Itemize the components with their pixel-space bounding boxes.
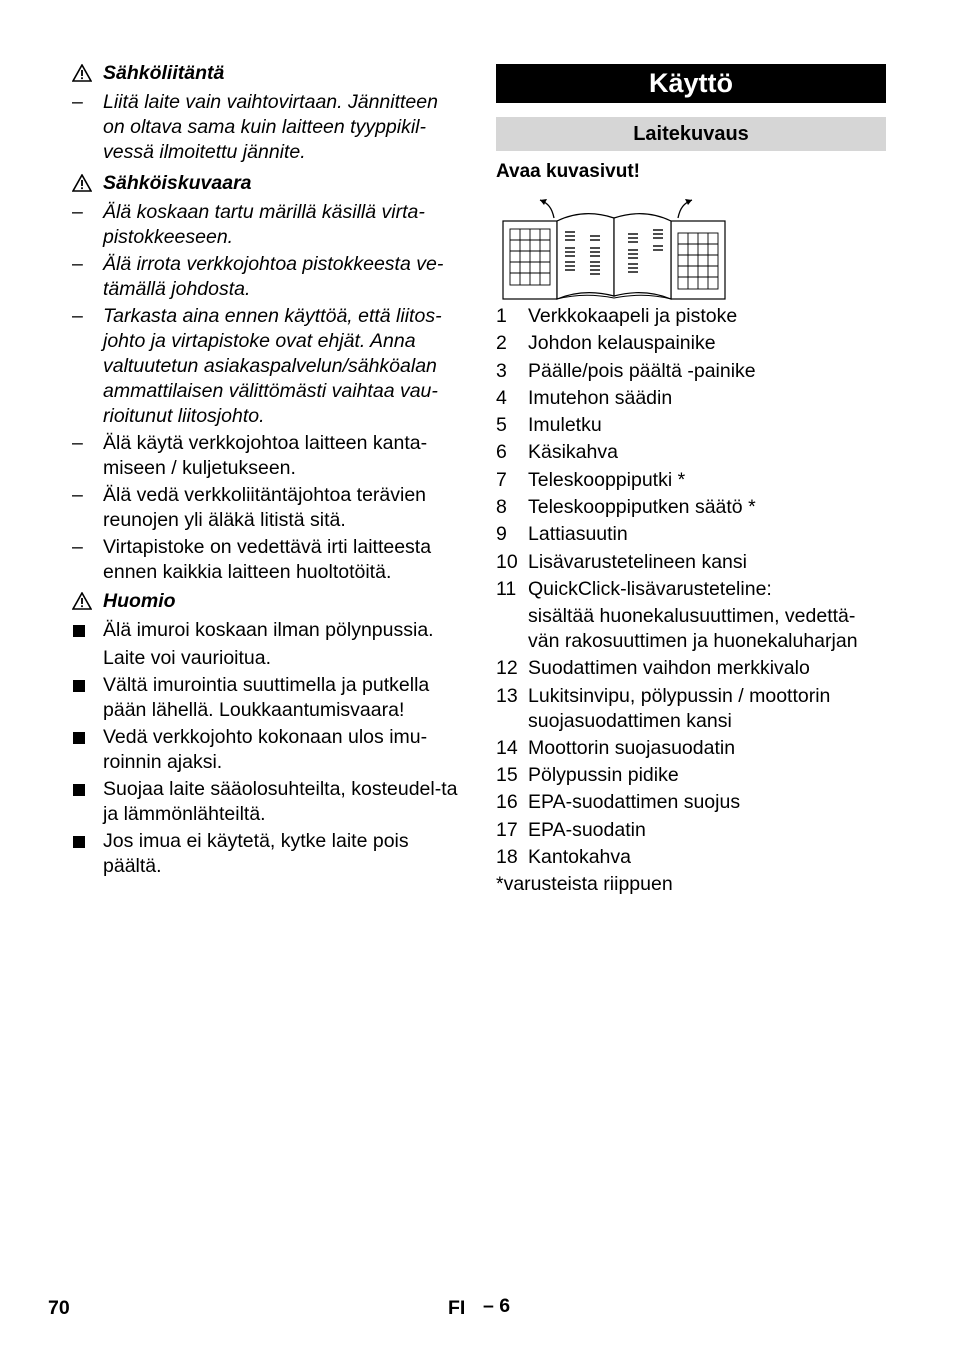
- section-title: Käyttö: [496, 64, 886, 103]
- part-item: [496, 359, 886, 384]
- list-item: [72, 829, 464, 879]
- part-item: [496, 331, 886, 356]
- part-number: 18: [496, 846, 518, 869]
- part-number: 15: [496, 764, 518, 787]
- part-label: Teleskooppiputki *: [528, 468, 686, 491]
- list-item: [72, 673, 464, 723]
- part-number: 8: [496, 496, 507, 519]
- dash-bullet: –: [72, 91, 83, 113]
- part-number: 17: [496, 818, 518, 841]
- part-label: Imutehon säädin: [528, 386, 673, 409]
- list-item: Älä imuroi koskaan ilman pölynpussia.: [72, 618, 464, 643]
- bullet-square-icon: [73, 732, 85, 744]
- part-item: [496, 577, 886, 654]
- open-pages-instruction: Avaa kuvasivut!: [496, 161, 640, 182]
- part-label: Moottorin suojasuodatin: [528, 736, 736, 759]
- electric-connection-list: [72, 90, 464, 165]
- list-item: [72, 304, 464, 429]
- part-label: Käsikahva: [528, 441, 618, 464]
- electric-shock-list: [72, 200, 464, 585]
- part-label: Imuletku: [528, 414, 602, 437]
- part-item: [496, 656, 886, 681]
- part-item: [496, 736, 886, 761]
- dash-bullet: –: [72, 253, 83, 275]
- part-label: Pölypussin pidike: [528, 764, 679, 787]
- part-label: Johdon kelauspainike: [528, 332, 716, 355]
- dash-bullet: –: [72, 432, 83, 454]
- electric-connection-heading: Sähköliitäntä: [72, 61, 464, 86]
- part-number: 3: [496, 359, 507, 382]
- footnote: *varusteista riippuen: [496, 873, 673, 896]
- warning-triangle-icon: [72, 64, 92, 82]
- part-label: Kantokahva: [528, 846, 631, 869]
- part-number: 4: [496, 386, 507, 409]
- list-item-text: Älä koskaan tartu märillä käsillä virta-pistokkeeseen.: [103, 201, 425, 248]
- list-item-continuation: Laite voi vaurioitua.: [103, 647, 272, 669]
- part-number: 10: [496, 550, 518, 573]
- note-heading: Huomio: [72, 589, 464, 614]
- warning-triangle-icon: [72, 592, 92, 610]
- dash-bullet: –: [72, 305, 83, 327]
- part-label: QuickClick-lisävarusteteline:: [528, 577, 772, 600]
- list-item-text: Vedä verkkojohto kokonaan ulos imu-roinnin ajaksi.: [103, 726, 428, 773]
- list-item-text: Älä vedä verkkoliitäntäjohtoa terävien reunojen yli äläkä litistä sitä.: [103, 484, 427, 531]
- subsection-title: Laitekuvaus: [496, 117, 886, 151]
- page-number: 70: [48, 1297, 70, 1319]
- part-item: [496, 440, 886, 465]
- list-item-text: Liitä laite vain vaihtovirtaan. Jännitteen on oltava sama kuin laitteen tyyppikil-vessä ilmoitettu jännite.: [103, 91, 438, 163]
- dash-bullet: –: [72, 484, 83, 506]
- part-label: Päälle/pois päältä -painike: [528, 359, 756, 382]
- part-item: [496, 522, 886, 547]
- dash-bullet: –: [72, 536, 83, 558]
- right-column: [496, 64, 886, 897]
- list-item-text: Älä käytä verkkojohtoa laitteen kanta-miseen / kuljetukseen.: [103, 432, 428, 479]
- dash-bullet: –: [72, 201, 83, 223]
- part-item: [496, 763, 886, 788]
- list-item: [72, 725, 464, 775]
- list-item: [72, 483, 464, 533]
- part-item: [496, 684, 886, 734]
- bullet-square-icon: [73, 680, 85, 692]
- part-item: [496, 304, 886, 329]
- part-label: EPA-suodatin: [528, 818, 646, 841]
- list-item: [72, 777, 464, 827]
- list-item-text: Älä irrota verkkojohtoa pistokkeesta ve-tämällä johdosta.: [103, 253, 444, 300]
- part-label: EPA-suodattimen suojus: [528, 791, 741, 814]
- part-label: Teleskooppiputken säätö *: [528, 496, 756, 519]
- part-item: [496, 790, 886, 815]
- bullet-square-icon: [73, 784, 85, 796]
- part-number: 7: [496, 468, 507, 491]
- part-number: 9: [496, 523, 507, 546]
- part-item: [496, 386, 886, 411]
- part-label: Suodattimen vaihdon merkkivalo: [528, 657, 810, 680]
- electric-shock-heading: Sähköiskuvaara: [72, 171, 464, 196]
- part-item: [496, 845, 886, 870]
- part-label: Lukitsinvipu, pölypussin / moottorin suojasuodattimen kansi: [528, 684, 831, 732]
- part-number: 12: [496, 657, 518, 680]
- open-book-illustration: [502, 198, 728, 302]
- part-number: 2: [496, 332, 507, 355]
- sub-page-number: – 6: [483, 1295, 511, 1317]
- part-number: 5: [496, 414, 507, 437]
- part-number: 1: [496, 305, 507, 327]
- list-item: [72, 90, 464, 165]
- list-item-text: Jos imua ei käytetä, kytke laite pois päältä.: [103, 830, 409, 877]
- language-code: FI: [448, 1297, 466, 1319]
- part-detail: sisältää huonekalusuuttimen, vedettä-vän rakosuuttimen ja huonekaluharjan: [528, 604, 858, 652]
- part-label: Verkkokaapeli ja pistoke: [528, 305, 738, 327]
- part-item: [496, 818, 886, 843]
- part-label: Lisävarustetelineen kansi: [528, 550, 747, 573]
- list-item-text: Suojaa laite sääolosuhteilta, kosteudel-ta ja lämmönlähteiltä.: [103, 778, 458, 825]
- part-item: [496, 495, 886, 520]
- part-item: [496, 550, 886, 575]
- list-item: [72, 252, 464, 302]
- left-column: [72, 61, 464, 881]
- bullet-square-icon: [73, 836, 85, 848]
- list-item-text: Tarkasta aina ennen käyttöä, että liitos-johto ja virtapistoke ovat ehjät. Anna valtuutetun asiakaspalvelun/sähköalan ammattilaisen välittömästi vaihtaa vau-rioitunut liitosjohto.: [103, 305, 442, 427]
- part-number: 16: [496, 791, 518, 814]
- list-item: [72, 431, 464, 481]
- part-item: [496, 468, 886, 493]
- list-item: [72, 535, 464, 585]
- parts-list: [496, 304, 886, 870]
- list-item: [72, 200, 464, 250]
- warning-triangle-icon: [72, 174, 92, 192]
- part-number: 14: [496, 736, 518, 759]
- part-number: 13: [496, 684, 518, 707]
- part-item: [496, 413, 886, 438]
- part-number: 11: [496, 577, 517, 600]
- list-item-text: Virtapistoke on vedettävä irti laitteesta ennen kaikkia laitteen huoltotöitä.: [103, 536, 432, 583]
- part-number: 6: [496, 441, 507, 464]
- bullet-square-icon: [73, 625, 85, 637]
- list-item-text: Vältä imurointia suuttimella ja putkella pään lähellä. Loukkaantumisvaara!: [103, 674, 430, 721]
- note-list: [72, 618, 464, 879]
- part-label: Lattiasuutin: [528, 523, 628, 546]
